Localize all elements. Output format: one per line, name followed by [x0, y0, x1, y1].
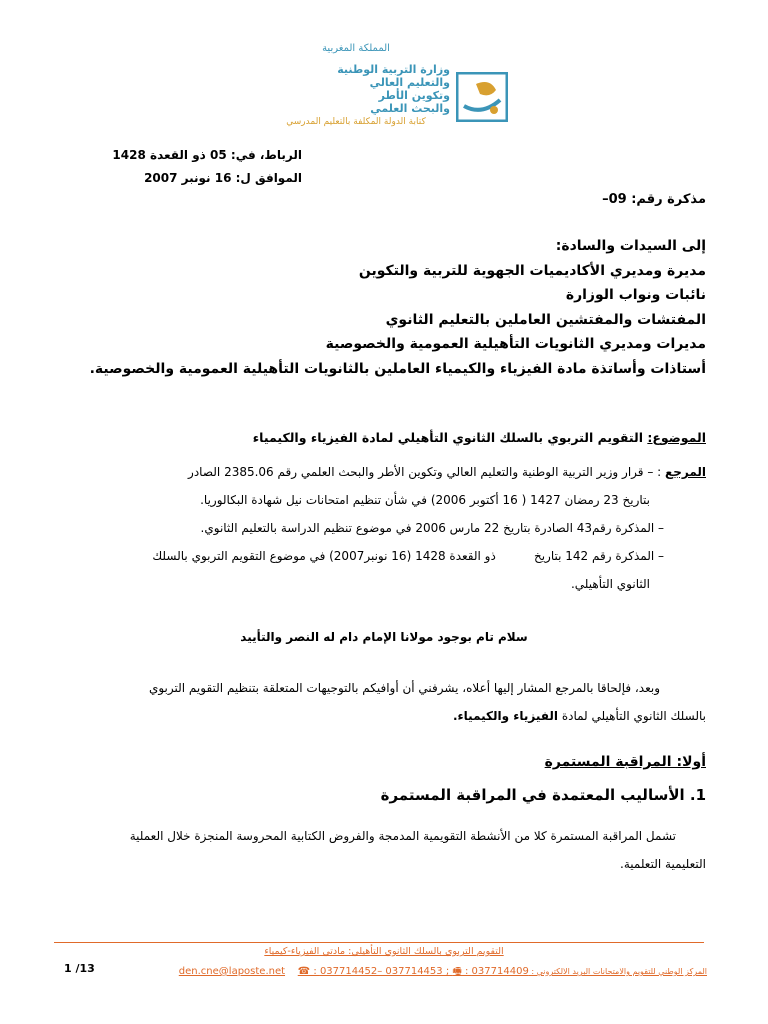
- footer-divider: [54, 942, 704, 943]
- footer-contact: [115, 964, 707, 981]
- intro-line-1: وبعد، فإلحاقا بالمرجع المشار إليها أعلاه، يشرفني أن أوافيكم بالتوجيهات المتعلقة بتنظيم التقويم التربوي: [148, 681, 660, 695]
- reference-label: المرجع: [665, 465, 706, 479]
- footer-fax: 037714409: [471, 966, 529, 977]
- recipient-line: مديرة ومديري الأكاديميات الجهوية للتربية والتكوين: [358, 262, 706, 279]
- reference-item: بتاريخ 23 رمضان 1427 ( 16 أكتوبر 2006) في شأن تنظيم امتحانات نيل شهادة البكالوريا.: [200, 493, 650, 507]
- recipients-intro: إلى السيدات والسادة:: [555, 238, 706, 254]
- subject-label: الموضوع:: [647, 430, 706, 445]
- ministry-header: [262, 44, 450, 127]
- footer-phones: 037714452– 037714453 ;: [319, 966, 453, 977]
- memo-number: مذكرة رقم: 09–: [602, 192, 706, 207]
- ministry-line-3: وتكوين الأطر: [378, 89, 450, 102]
- recipient-line: نائبات ونواب الوزارة: [565, 287, 706, 303]
- recipient-line: المفتشات والمفتشين العاملين بالتعليم الثانوي: [385, 311, 706, 328]
- paragraph-line-2: التعليمية التعلمية.: [620, 857, 706, 871]
- section-paragraph: [56, 822, 706, 878]
- reference-item: – المذكرة رقم43 الصادرة بتاريخ 22 مارس 2006 في موضوع تنظيم الدراسة بالتعليم الثانوي.: [200, 521, 664, 535]
- section-heading: أولا: المراقبة المستمرة: [544, 754, 706, 770]
- recipients-block: [56, 234, 706, 381]
- reference-block: [56, 458, 706, 598]
- ministry-line-4: والبحث العلمي: [370, 102, 450, 115]
- reference-colon: :: [653, 465, 666, 479]
- recipient-line: مديرات ومديري الثانويات التأهيلية العمومية والخصوصية: [325, 336, 706, 352]
- date-hijri: الرباط، في: 05 ذو القعدة 1428: [112, 148, 302, 162]
- phone-icon: ☎ :: [297, 966, 320, 977]
- reference-item: – المذكرة رقم 142 بتاريخ ذو القعدة 1428 (16 نونبر2007) في موضوع التقويم التربوي بالسلك: [152, 549, 664, 563]
- paragraph-line-1: تشمل المراقبة المستمرة كلا من الأنشطة التقويمية المدمجة والفروض الكتابية المحروسة المنجزة خلال العملية: [129, 829, 676, 843]
- page-number: 1 /13: [64, 962, 95, 975]
- footer-title: التقويم التربوي بالسلك الثانوي التأهيلي: مادتي الفيزياء-كيمياء: [264, 946, 504, 957]
- section-subheading: 1. الأساليب المعتمدة في المراقبة المستمرة: [380, 786, 706, 804]
- fax-icon: 🖷 :: [452, 966, 472, 977]
- recipient-line: أستاذات وأساتذة مادة الفيزياء والكيمياء العاملين بالثانويات التأهيلية العمومية والخصوصية.: [89, 360, 706, 377]
- ministry-logo-icon: [456, 72, 508, 122]
- date-gregorian: الموافق ل: 16 نونبر 2007: [144, 171, 302, 185]
- subject-text: التقويم التربوي بالسلك الثانوي التأهيلي لمادة الفيزياء والكيمياء: [252, 430, 648, 445]
- kingdom-name: المملكة المغربية: [322, 43, 390, 54]
- ministry-line-2: والتعليم العالي: [369, 76, 450, 89]
- date-block: [62, 144, 302, 190]
- secretariat-name: كتابة الدولة المكلفة بالتعليم المدرسي: [286, 117, 426, 127]
- salutation: سلام تام بوجود مولانا الإمام دام له النصر والتأييد: [240, 630, 528, 644]
- reference-item: – قرار وزير التربية الوطنية والتعليم العالي وتكوين الأطر والبحث العلمي رقم 2385.06 الصادر: [188, 465, 654, 479]
- footer-email-link[interactable]: den.cne@laposte.net: [178, 966, 286, 977]
- subject-line: [56, 430, 706, 445]
- reference-item: الثانوي التأهيلي.: [570, 577, 650, 591]
- footer-center-label: المركز الوطني للتقويم والامتحانات البريد الالكتروني :: [528, 967, 707, 976]
- intro-line-2: بالسلك الثانوي التأهيلي لمادة: [558, 709, 706, 723]
- intro-subject-bold: الفيزياء والكيمياء.: [452, 709, 559, 723]
- intro-paragraph: [56, 674, 706, 730]
- ministry-line-1: وزارة التربية الوطنية: [337, 63, 450, 76]
